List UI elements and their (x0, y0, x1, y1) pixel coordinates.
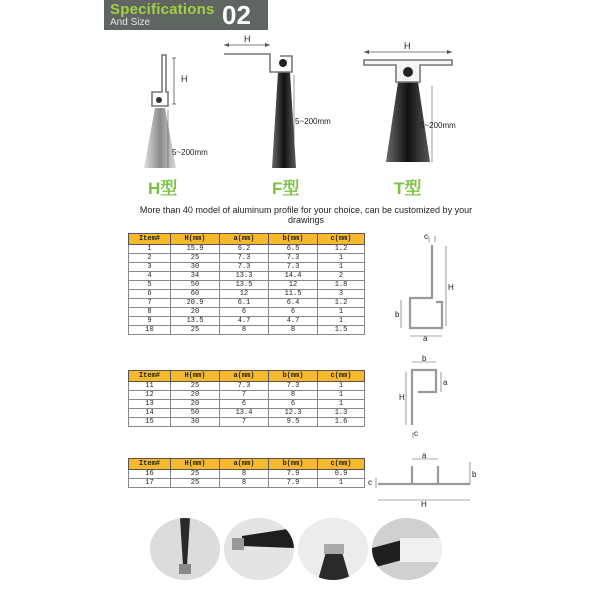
h-diagram-label-a: a (423, 334, 428, 343)
h-diagram-label-b: b (395, 310, 400, 319)
table-cell: 34 (171, 272, 220, 281)
table-cell: 25 (171, 382, 220, 391)
table-cell: 20.9 (171, 299, 220, 308)
table-cell: 3 (318, 290, 365, 299)
table-cell: 1 (318, 263, 365, 272)
table-cell: 6 (269, 400, 318, 409)
table-cell: 7.3 (269, 254, 318, 263)
table-cell: 7.3 (220, 263, 269, 272)
t-profile-dim-h: H (404, 41, 411, 51)
f-profile-dim-h: H (244, 34, 251, 44)
table-cell: 13.4 (220, 409, 269, 418)
table-cell: 17 (129, 479, 171, 488)
table-cell: 20 (171, 391, 220, 400)
table-header-cell: b(mm) (269, 234, 318, 245)
table-header-cell: b(mm) (269, 459, 318, 470)
table-cell: 1 (318, 254, 365, 263)
table-cell: 2 (318, 272, 365, 281)
table-header-cell: c(mm) (318, 459, 365, 470)
table-cell: 7.9 (269, 470, 318, 479)
h-diagram-label-c: c (424, 232, 428, 241)
table-cell: 6.1 (220, 299, 269, 308)
table-cell: 8 (220, 470, 269, 479)
table-cell: 25 (171, 254, 220, 263)
h-profile-dim-h: H (181, 74, 188, 84)
table-cell: 7 (220, 391, 269, 400)
h-profile-label: H型 (148, 179, 178, 198)
table-cell: 1 (318, 479, 365, 488)
h-profile-dim-len: 5~200mm (172, 148, 208, 157)
table-cell: 15 (129, 418, 171, 427)
t-diagram-label-b: b (472, 470, 477, 479)
header-subtitle: And Size (110, 17, 151, 28)
table-cell: 4.7 (269, 317, 318, 326)
table-cell: 20 (171, 400, 220, 409)
table-cell: 1 (318, 317, 365, 326)
table-cell: 1 (318, 308, 365, 317)
table-cell: 6 (129, 290, 171, 299)
table-cell: 6.2 (220, 245, 269, 254)
table-cell: 8 (269, 326, 318, 335)
table-cell: 1.3 (318, 409, 365, 418)
table-header-cell: c(mm) (318, 371, 365, 382)
table-cell: 4 (129, 272, 171, 281)
h-dimension-diagram (410, 245, 442, 328)
f-profile-dim-len: 5~200mm (295, 117, 331, 126)
f-dimension-diagram (412, 370, 436, 425)
table-cell: 13 (129, 400, 171, 409)
table-cell: 9.5 (269, 418, 318, 427)
f-diagram-label-h: H (399, 393, 405, 402)
table-cell: 12 (269, 281, 318, 290)
product-photo-1 (150, 518, 220, 580)
t-diagram-label-a: a (422, 451, 427, 460)
table-cell: 7.9 (269, 479, 318, 488)
table-cell: 1.2 (318, 245, 365, 254)
t-diagram-label-c: c (368, 478, 372, 487)
table-cell: 6 (269, 308, 318, 317)
table-header-cell: H(mm) (171, 459, 220, 470)
table-header-cell: a(mm) (220, 371, 269, 382)
table-cell: 7.3 (220, 382, 269, 391)
table-cell: 7.3 (269, 263, 318, 272)
h-diagram-label-h: H (448, 283, 454, 292)
table-header-cell: c(mm) (318, 234, 365, 245)
product-photo-2 (224, 518, 294, 580)
t-profile-dim-len: 5~200mm (420, 121, 456, 130)
t-diagram-label-h: H (421, 500, 427, 509)
table-cell: 1.6 (318, 418, 365, 427)
table-cell: 7.3 (220, 254, 269, 263)
table-header-cell: a(mm) (220, 459, 269, 470)
table-cell: 25 (171, 479, 220, 488)
table-cell: 12 (129, 391, 171, 400)
table-cell: 2 (129, 254, 171, 263)
table-cell: 60 (171, 290, 220, 299)
table-cell: 6 (220, 308, 269, 317)
table-cell: 11 (129, 382, 171, 391)
table-cell: 25 (171, 326, 220, 335)
table-cell: 13.3 (220, 272, 269, 281)
table-cell: 12 (220, 290, 269, 299)
table-cell: 13.5 (171, 317, 220, 326)
table-cell: 5 (129, 281, 171, 290)
table-cell: 30 (171, 418, 220, 427)
t-dimension-diagram (378, 466, 470, 484)
table-cell: 7 (220, 418, 269, 427)
table-cell: 7 (129, 299, 171, 308)
table-header-cell: H(mm) (171, 371, 220, 382)
table-header-cell: b(mm) (269, 371, 318, 382)
f-diagram-label-a: a (443, 378, 448, 387)
table-header-cell: a(mm) (220, 234, 269, 245)
header-number: 02 (222, 0, 251, 30)
table-header-cell: Item# (129, 371, 171, 382)
description: More than 40 model of aluminum profile for your choice, can be customized by your drawings (139, 205, 473, 225)
table-cell: 16 (129, 470, 171, 479)
table-cell: 0.9 (318, 470, 365, 479)
f-diagram-label-b: b (422, 354, 427, 363)
table-cell: 6.4 (269, 299, 318, 308)
f-diagram-label-c: c (414, 429, 418, 438)
table-cell: 1 (318, 382, 365, 391)
table-cell: 1 (318, 400, 365, 409)
t-profile-label: T型 (394, 179, 422, 198)
table-cell: 10 (129, 326, 171, 335)
f-profile-label: F型 (272, 179, 300, 198)
table-cell: 1 (129, 245, 171, 254)
table-cell: 8 (220, 326, 269, 335)
table-cell: 1 (318, 391, 365, 400)
table-cell: 15.9 (171, 245, 220, 254)
table-cell: 6 (220, 400, 269, 409)
table-cell: 8 (220, 479, 269, 488)
table-cell: 50 (171, 281, 220, 290)
table-header-cell: Item# (129, 234, 171, 245)
table-cell: 9 (129, 317, 171, 326)
product-photo-3 (298, 518, 368, 580)
table-cell: 3 (129, 263, 171, 272)
table-cell: 13.5 (220, 281, 269, 290)
table-cell: 1.5 (318, 326, 365, 335)
table-header-cell: H(mm) (171, 234, 220, 245)
table-cell: 8 (129, 308, 171, 317)
table-cell: 14 (129, 409, 171, 418)
table-cell: 14.4 (269, 272, 318, 281)
table-cell: 30 (171, 263, 220, 272)
table-cell: 20 (171, 308, 220, 317)
table-cell: 25 (171, 470, 220, 479)
table-cell: 1.8 (318, 281, 365, 290)
table-cell: 11.5 (269, 290, 318, 299)
table-cell: 50 (171, 409, 220, 418)
header-title: Specifications (110, 1, 215, 18)
table-cell: 8 (269, 391, 318, 400)
table-header-cell: Item# (129, 459, 171, 470)
table-cell: 6.5 (269, 245, 318, 254)
table-cell: 4.7 (220, 317, 269, 326)
product-photo-4 (372, 518, 442, 580)
table-cell: 12.3 (269, 409, 318, 418)
table-cell: 7.3 (269, 382, 318, 391)
table-cell: 1.2 (318, 299, 365, 308)
